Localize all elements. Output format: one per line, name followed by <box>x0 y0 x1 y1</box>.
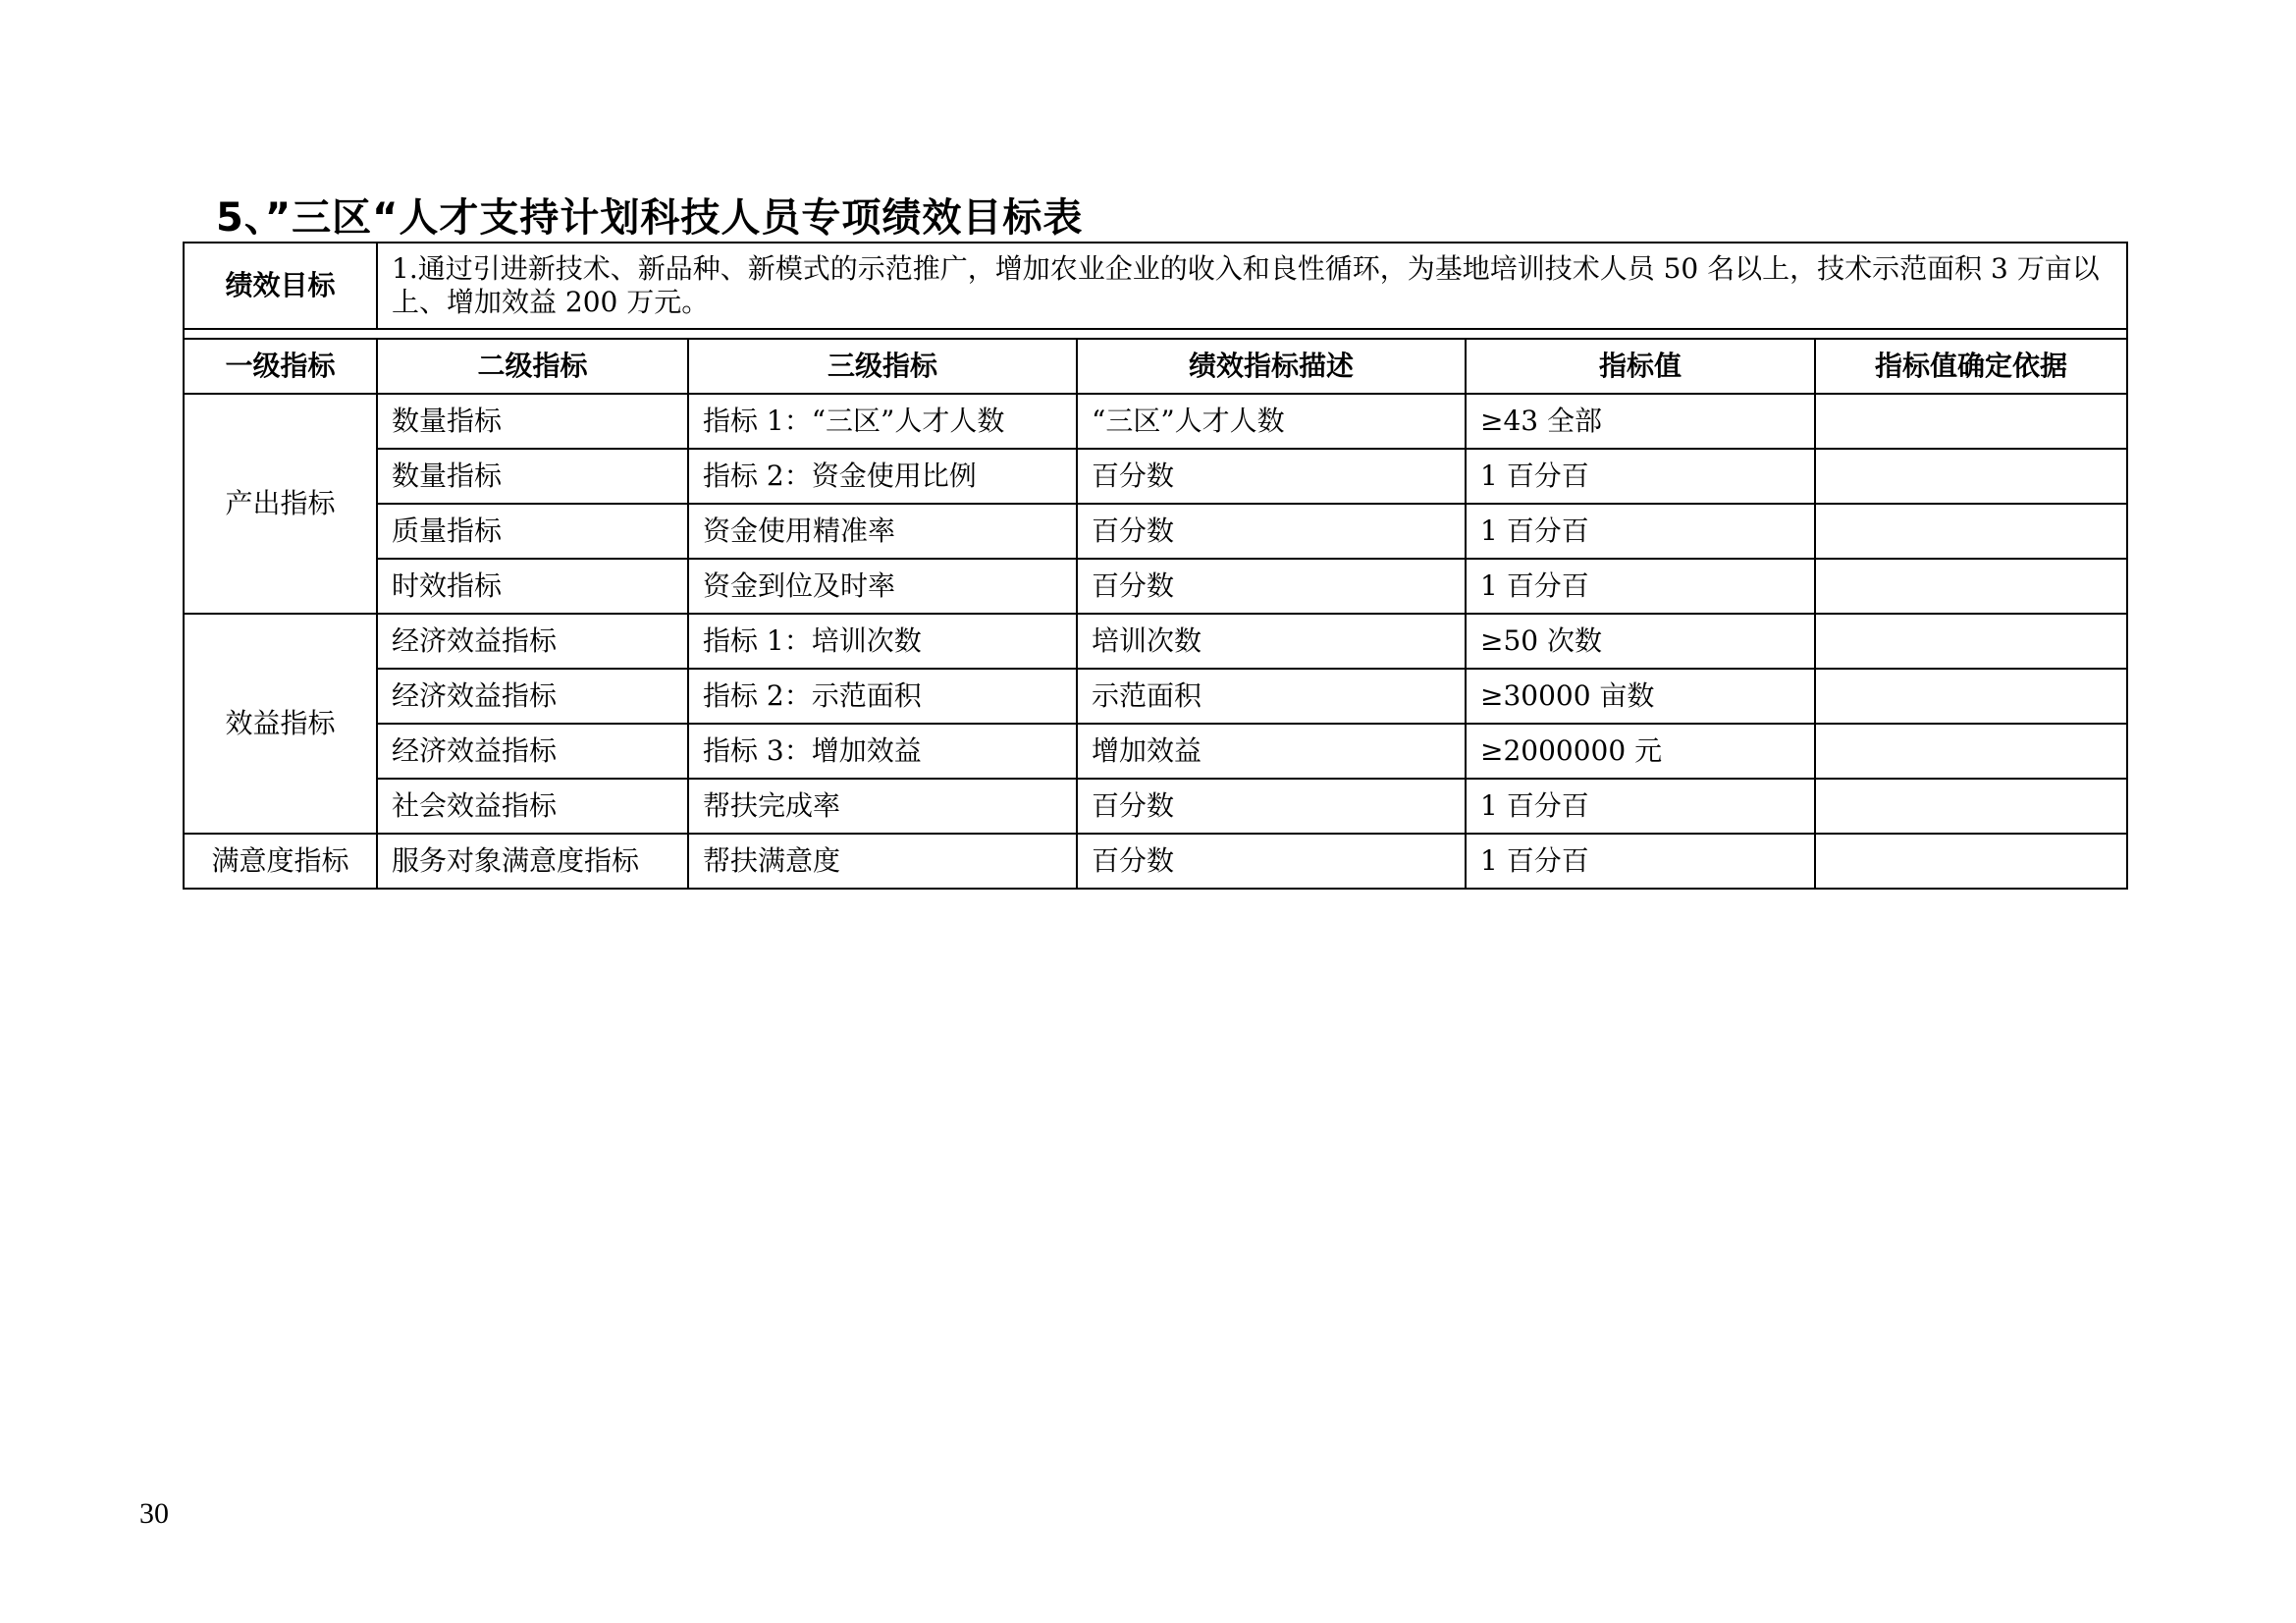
description-cell: 示范面积 <box>1077 669 1466 724</box>
table-row <box>184 559 2127 614</box>
level1-cell: 产出指标 <box>184 394 377 614</box>
value-cell: 1 百分百 <box>1466 779 1815 834</box>
goal-text: 1.通过引进新技术、新品种、新模式的示范推广，增加农业企业的收入和良性循环，为基地培训技术人员 50 名以上，技术示范面积 3 万亩以上、增加效益 200 万元。 <box>377 243 2127 329</box>
level3-cell: 资金使用精准率 <box>688 504 1077 559</box>
basis-cell <box>1815 779 2127 834</box>
level3-cell: 指标 2：资金使用比例 <box>688 449 1077 504</box>
description-cell: “三区”人才人数 <box>1077 394 1466 449</box>
level2-cell: 时效指标 <box>377 559 688 614</box>
value-cell: 1 百分百 <box>1466 834 1815 889</box>
basis-cell <box>1815 614 2127 669</box>
value-cell: 1 百分百 <box>1466 559 1815 614</box>
table-row <box>184 669 2127 724</box>
value-cell: ≥50 次数 <box>1466 614 1815 669</box>
description-cell: 百分数 <box>1077 834 1466 889</box>
level3-cell: 指标 1：培训次数 <box>688 614 1077 669</box>
table-row <box>184 504 2127 559</box>
header-basis: 指标值确定依据 <box>1815 339 2127 394</box>
table-row <box>184 614 2127 669</box>
level3-cell: 帮扶满意度 <box>688 834 1077 889</box>
level1-cell: 效益指标 <box>184 614 377 834</box>
level3-cell: 指标 2：示范面积 <box>688 669 1077 724</box>
table-row <box>184 449 2127 504</box>
table-gap <box>184 329 2127 339</box>
table-row <box>184 724 2127 779</box>
table-row <box>184 394 2127 449</box>
header-value: 指标值 <box>1466 339 1815 394</box>
basis-cell <box>1815 834 2127 889</box>
basis-cell <box>1815 559 2127 614</box>
description-cell: 百分数 <box>1077 449 1466 504</box>
value-cell: 1 百分百 <box>1466 449 1815 504</box>
header-row <box>184 339 2127 394</box>
level2-cell: 经济效益指标 <box>377 669 688 724</box>
basis-cell <box>1815 504 2127 559</box>
description-cell: 增加效益 <box>1077 724 1466 779</box>
description-cell: 百分数 <box>1077 504 1466 559</box>
value-cell: 1 百分百 <box>1466 504 1815 559</box>
basis-cell <box>1815 449 2127 504</box>
level3-cell: 指标 3：增加效益 <box>688 724 1077 779</box>
description-cell: 培训次数 <box>1077 614 1466 669</box>
performance-table <box>183 242 2128 890</box>
value-cell: ≥2000000 元 <box>1466 724 1815 779</box>
basis-cell <box>1815 394 2127 449</box>
table-row <box>184 834 2127 889</box>
goal-label: 绩效目标 <box>184 243 377 329</box>
level2-cell: 质量指标 <box>377 504 688 559</box>
level2-cell: 数量指标 <box>377 394 688 449</box>
goal-row <box>184 243 2127 329</box>
level3-cell: 帮扶完成率 <box>688 779 1077 834</box>
value-cell: ≥43 全部 <box>1466 394 1815 449</box>
level1-cell: 满意度指标 <box>184 834 377 889</box>
header-level3: 三级指标 <box>688 339 1077 394</box>
level2-cell: 服务对象满意度指标 <box>377 834 688 889</box>
basis-cell <box>1815 724 2127 779</box>
level2-cell: 经济效益指标 <box>377 724 688 779</box>
header-description: 绩效指标描述 <box>1077 339 1466 394</box>
level2-cell: 数量指标 <box>377 449 688 504</box>
level3-cell: 指标 1：“三区”人才人数 <box>688 394 1077 449</box>
page-title: 5、”三区“人才支持计划科技人员专项绩效目标表 <box>216 195 1084 241</box>
header-level1: 一级指标 <box>184 339 377 394</box>
description-cell: 百分数 <box>1077 559 1466 614</box>
header-level2: 二级指标 <box>377 339 688 394</box>
description-cell: 百分数 <box>1077 779 1466 834</box>
table-row <box>184 779 2127 834</box>
level3-cell: 资金到位及时率 <box>688 559 1077 614</box>
page-number: 30 <box>139 1497 169 1530</box>
basis-cell <box>1815 669 2127 724</box>
value-cell: ≥30000 亩数 <box>1466 669 1815 724</box>
level2-cell: 经济效益指标 <box>377 614 688 669</box>
level2-cell: 社会效益指标 <box>377 779 688 834</box>
